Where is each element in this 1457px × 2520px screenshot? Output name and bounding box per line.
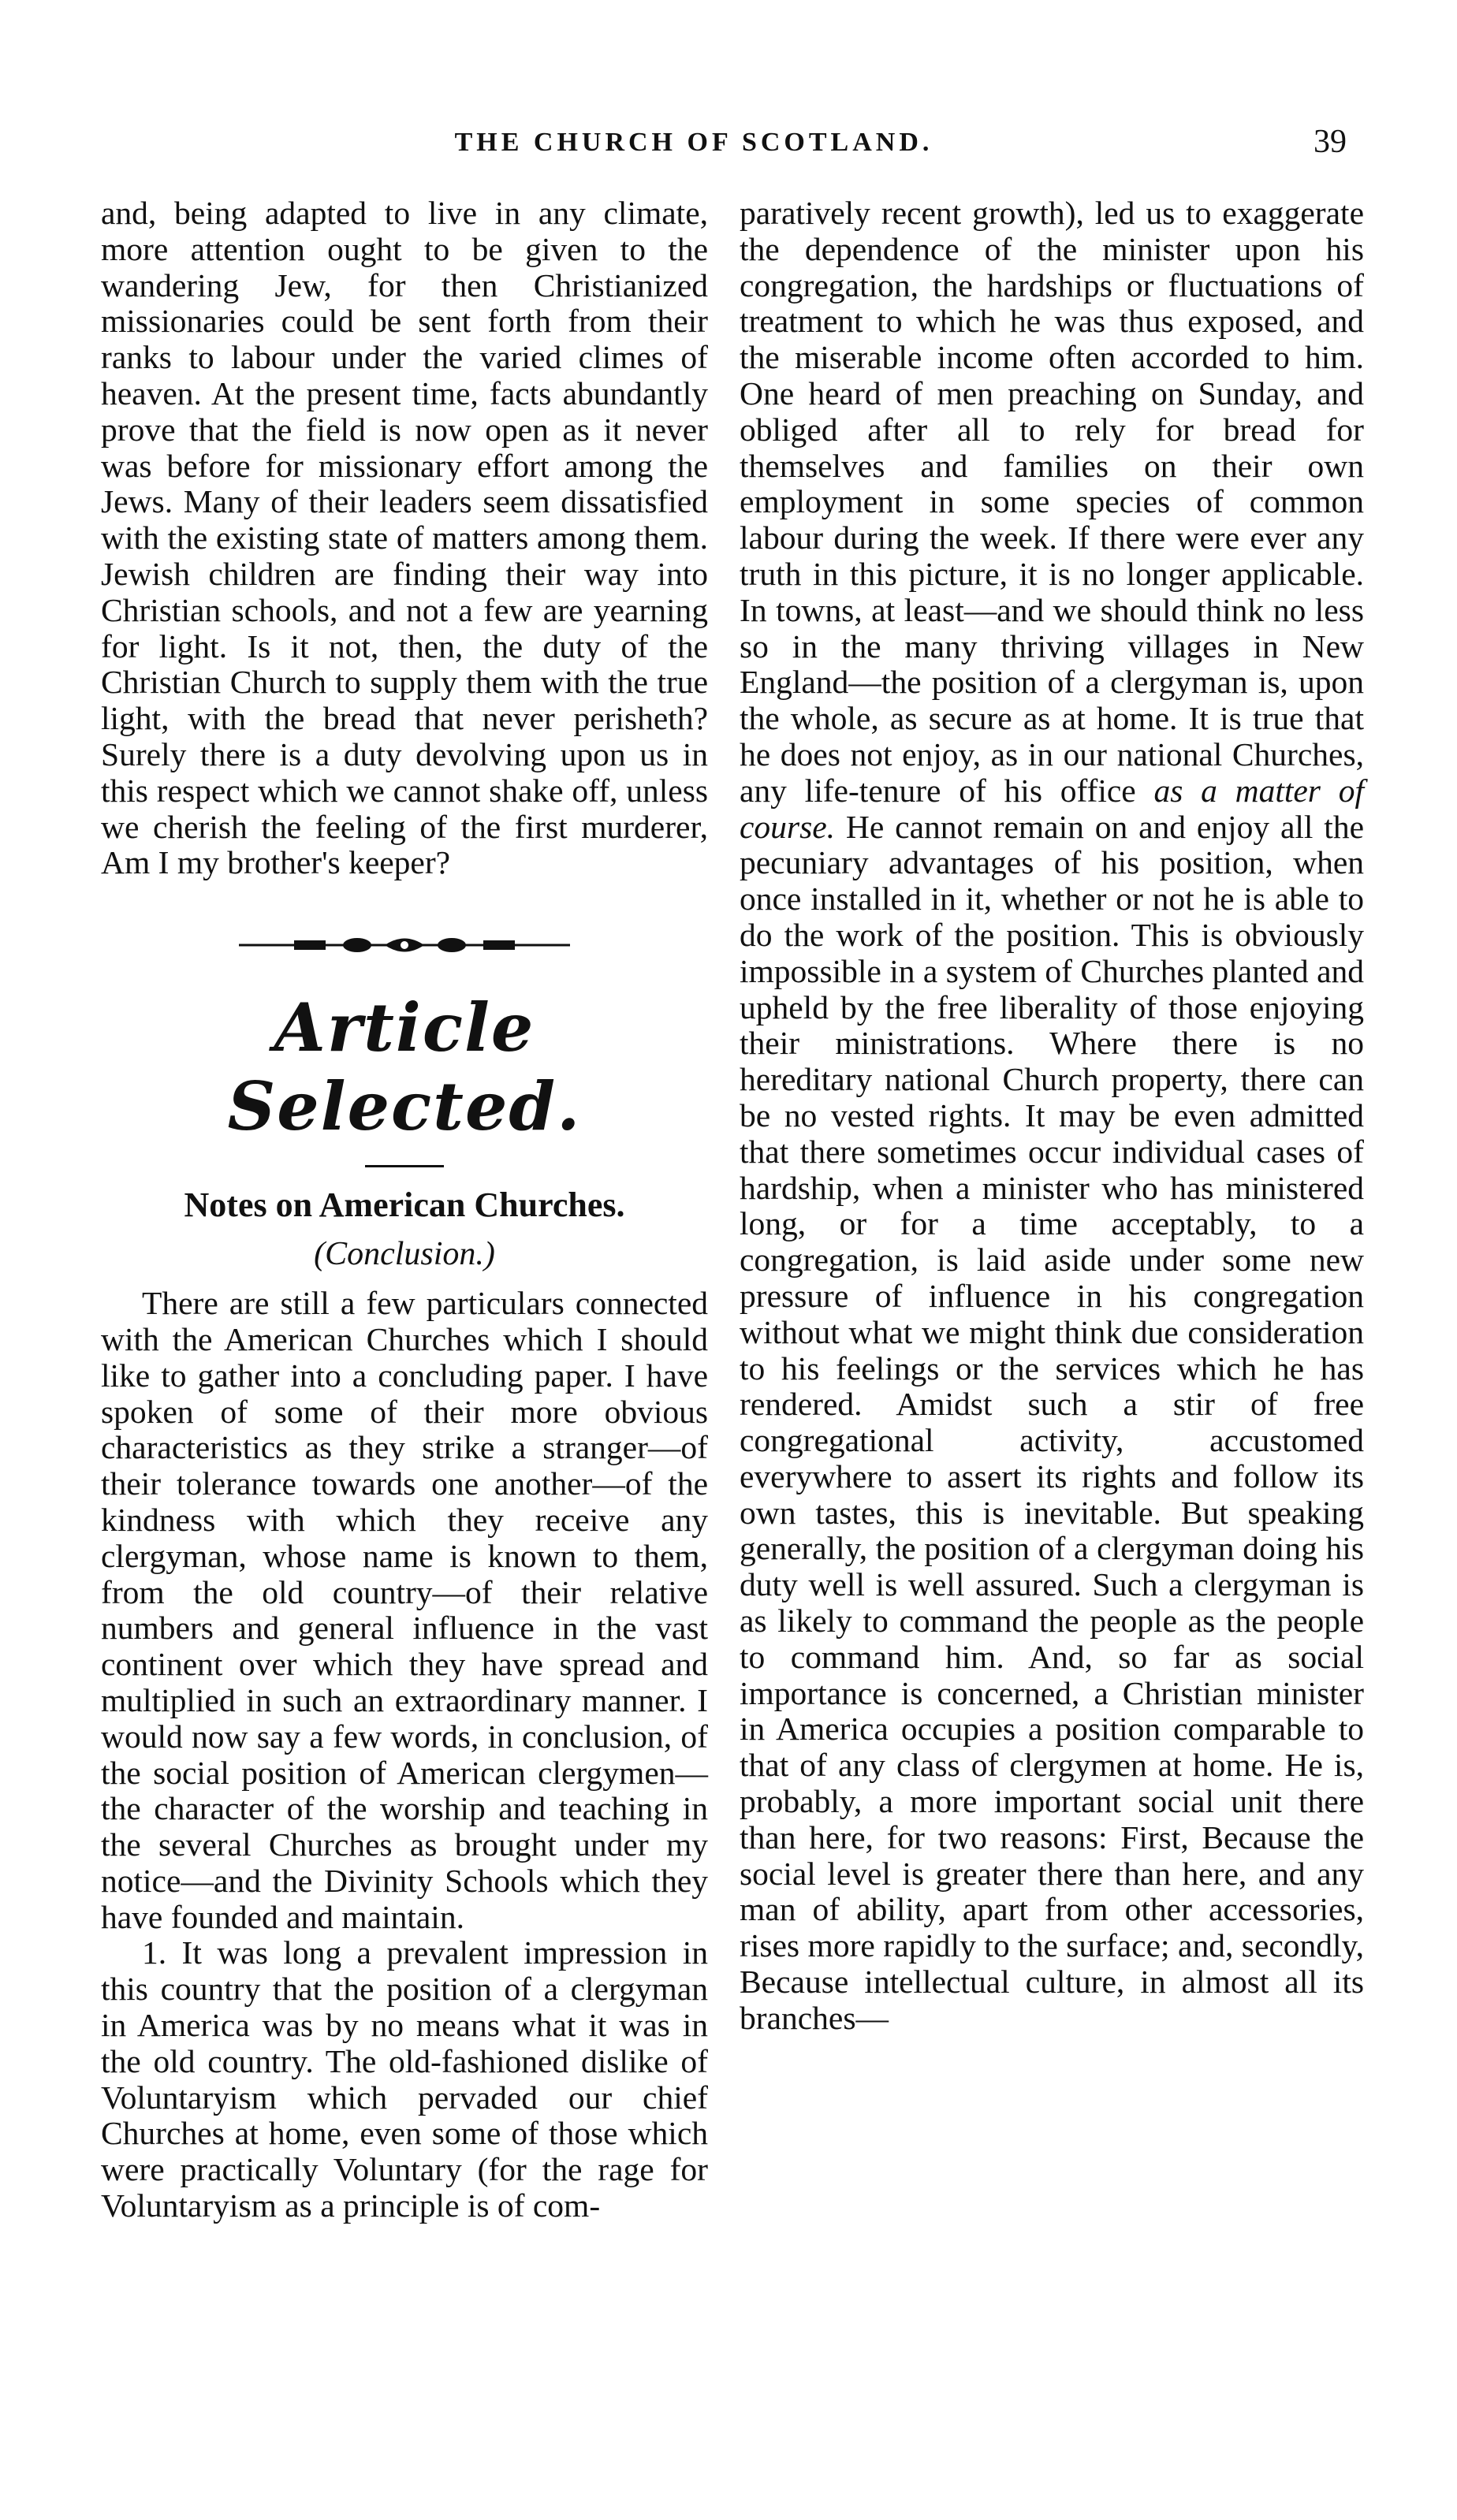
ornamental-divider [239, 933, 570, 957]
right-paragraph-1 [740, 195, 1364, 2037]
left-paragraph-1: and, being adapted to live in any climate, more attention ought to be given to the wandering Jew, for then Christianized missionaries could be sent forth from their ranks to labour under the varied climes of heaven. At the present time, facts abundantly prove that the field is now open as it never was before for missionary effort among the Jews. Many of their leaders seem dissatisfied with the existing state of matters among them. Jewish children are finding their way into Christian schools, and not a few are yearning for light. Is it not, then, the duty of the Christian Church to supply them with the true light, with the bread that never perisheth? Surely there is a duty devolving upon us in this respect which we cannot shake off, unless we cherish the feeling of the first murderer, Am I my brother's keeper? [101, 195, 708, 881]
section-heading: Article Selected. [227, 988, 582, 1146]
running-head [0, 123, 1457, 170]
right-paragraph-1-italic: as a matter of course. [740, 772, 1364, 845]
page-number: 39 [1314, 124, 1347, 160]
right-paragraph-1-part-b: He cannot remain on and enjoy all the pecuniary advantages of his position, when once installed in it, whether or not he is able to do the work of the position. This is obviously impossible in a system of Churches planted and upheld by the free liberality of those enjoying their ministrations. Where there is no hereditary national Church property, there can be no vested rights. It may be even admitted that there sometimes occur individual cases of hardship, when a minister who has ministered long, or for a time acceptably, to a congregation, is laid aside under some new pressure of influence in his congregation without what we might think due consideration to his feelings or the services which he has rendered. Amidst such a stir of free congregational activity, accustomed everywhere to assert its rights and follow its own tastes, this is inevitable. But speaking generally, the position of a clergyman doing his duty well is well assured. Such a clergyman is as likely to command the people as the people to command him. And, so far as social importance is concerned, a Christian minister in America occupies a position comparable to that of any class of clergymen at home. He is, probably, a more important social unit there than here, for two reasons: First, Because the social level is greater there than here, and any man of ability, apart from other accessories, rises more rapidly to the surface; and, secondly, Because intellectual culture, in almost all its branches— [740, 808, 1364, 2036]
running-title: THE CHURCH OF SCOTLAND. [454, 128, 933, 157]
right-paragraph-1-part-a: paratively recent growth), led us to exaggerate the dependence of the minister upon his congregation, the hardships or fluctuations of treatment to which he was thus exposed, and the miserable income often accorded to him. One heard of men preaching on Sunday, and obliged after all to rely for bread for themselves and families on their own employment in some species of common labour during the week. If there were ever any truth in this picture, it is no longer applicable. In towns, at least—and we should think no less so in the many thriving villages in New England—the position of a clergyman is, upon the whole, as secure as at home. It is true that he does not enjoy, as in our national Churches, any life-tenure of his office [740, 195, 1364, 809]
left-paragraph-3: 1. It was long a prevalent impression in this country that the position of a clergyman in America was by no means what it was in the old country. The old-fashioned dislike of Voluntaryism which pervaded our chief Churches at home, even some of those which were practically Voluntary (for the rage for Voluntaryism as a principle is of com- [101, 1934, 708, 2224]
left-paragraph-2: There are still a few particulars connected with the American Churches which I should like to gather into a concluding paper. I have spoken of some of their more obvious characteristics as they strike a stranger—of their tolerance towards one another—of the kindness with which they receive any clergyman, whose name is known to them, from the old country—of their relative numbers and general influence in the vast continent over which they have spread and multiplied in such an extraordinary manner. I would now say a few words, in conclusion, of the social position of American clergymen—the character of the worship and teaching in the several Churches as brought under my notice—and the Divinity Schools which they have founded and maintain. [101, 1285, 708, 1935]
short-rule [365, 1165, 444, 1167]
article-subtitle: (Conclusion.) [314, 1236, 495, 1273]
article-title: Notes on American Churches. [184, 1186, 625, 1225]
right-column [740, 195, 1364, 2037]
left-column [101, 195, 708, 2224]
